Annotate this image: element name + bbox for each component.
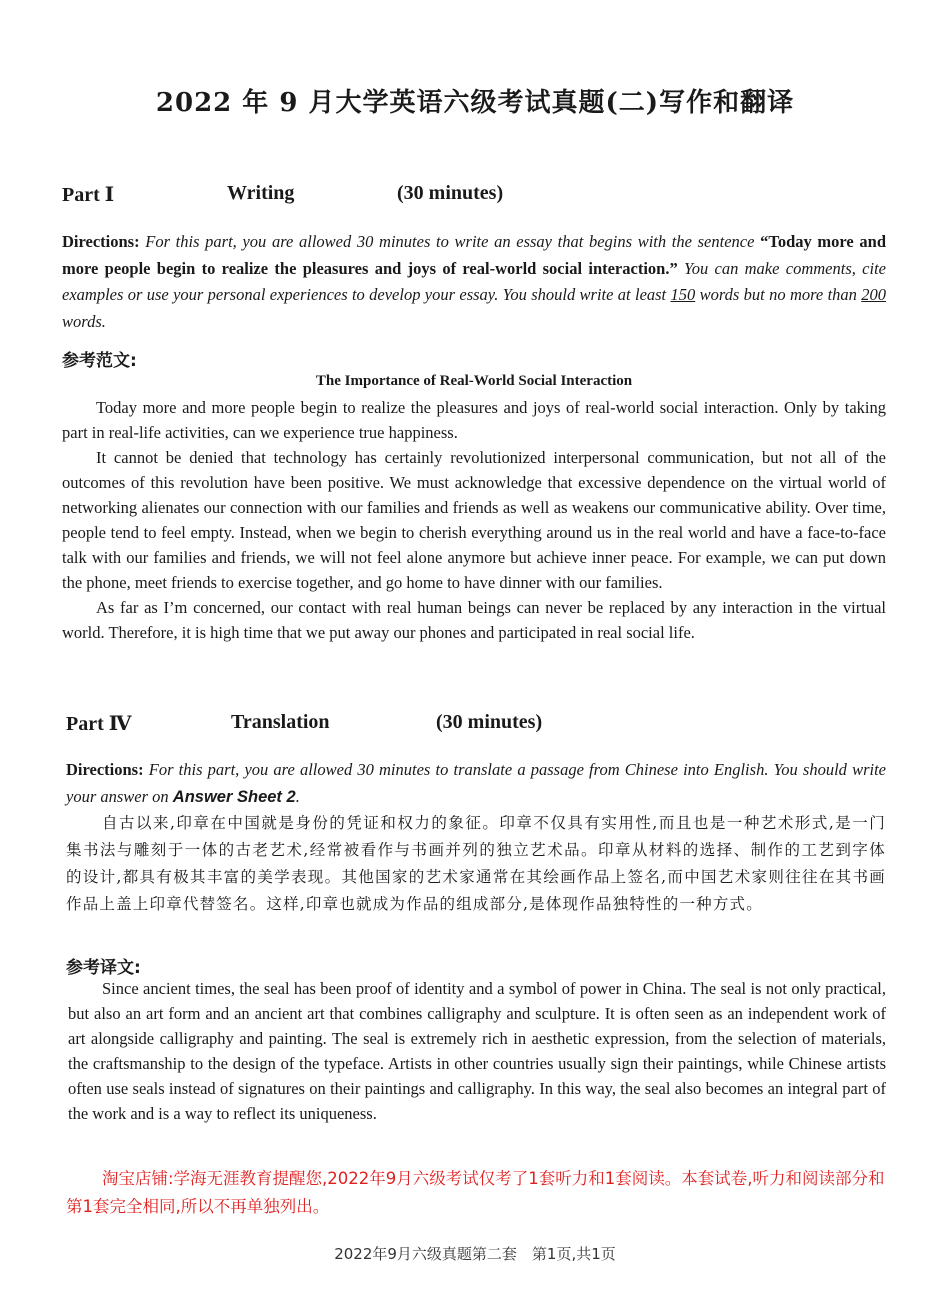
directions-quote: “Today more and more people begin to realize the pleasures and joys of real-world social interaction.” [62,232,887,278]
page-footer: 2022年9月六级真题第二套 第1页,共1页 [334,1245,616,1263]
directions-text-b: You can make comments, cite examples or use your personal experiences to develop your essay. You should write at least [62,258,886,304]
directions-text-b: . [295,786,300,806]
part1-time: (30 minutes) [397,182,504,204]
part4-number: Part Ⅳ [66,713,132,735]
part4-directions [66,757,886,810]
part1-directions [62,229,886,335]
directions-text-a: For this part, you are allowed 30 minutes to translate a passage from Chinese into English. You should write your answer on [66,760,886,806]
part4-time: (30 minutes) [436,711,543,733]
directions-text-d: words. [62,311,106,331]
translation-label: 参考译文: [66,958,141,978]
part4-name: Translation [231,711,330,733]
directions-label: Directions: [62,232,140,251]
chinese-passage-text: 自古以来,印章在中国就是身份的凭证和权力的象征。印章不仅具有实用性,而且也是一种艺术形式,是一门集书法与雕刻于一体的古老艺术,经常被看作与书画并列的独立艺术品。印章从材料的选择、制作的工艺到字体的设计,都具有极其丰富的美学表现。其他国家的艺术家通常在其绘画作品上签名,而中国艺术家则往往在其书画作品上盖上印章代替签名。这样,印章也就成为作品的组成部分,是体现作品独特性的一种方式。 [66,814,886,913]
essay-title: The Importance of Real-World Social Interaction [315,373,633,389]
page-title: 2022 年 9 月大学英语六级考试真题(二)写作和翻译 [155,88,795,118]
reference-translation [68,976,886,1126]
translation-text: Since ancient times, the seal has been proof of identity and a symbol of power in China. The seal is not only practical, but also an art form and an ancient art that combines calligraphy and sculpture. It is often seen as an independent work of art alongside calligraphy and painting. The seal is extremely rich in aesthetic expression, from the selection of materials, the craftsmanship to the design of the typeface. Artists in other countries usually sign their paintings, while Chinese artists often use seals instead of signatures on their paintings and calligraphy. In this way, the seal also becomes an integral part of the work and is a way to reflect its uniqueness. [68,979,886,1123]
shop-notice [66,1165,894,1221]
directions-text-a: For this part, you are allowed 30 minutes to write an essay that begins with the sentence [145,232,761,251]
sample-essay [62,395,886,645]
part1-number: Part Ⅰ [62,184,115,206]
sample-essay-label: 参考范文: [62,351,137,371]
directions-label: Directions: [66,760,144,779]
essay-paragraph: As far as I’m concerned, our contact with real human beings can never be replaced by any interaction in the virtual world. Therefore, it is high time that we put away our phones and participated in real social life. [62,598,886,642]
essay-paragraph: Today more and more people begin to realize the pleasures and joys of real-world social interaction. Only by taking part in real-life activities, can we experience true happiness. [62,398,886,442]
chinese-passage [66,810,886,918]
max-words: 200 [861,285,887,304]
min-words: 150 [670,285,696,304]
part1-name: Writing [227,182,295,204]
answer-sheet: Answer Sheet 2 [172,787,296,806]
notice-text: 淘宝店铺:学海无涯教育提醒您,2022年9月六级考试仅考了1套听力和1套阅读。本套试卷,听力和阅读部分和第1套完全相同,所以不再单独列出。 [66,1169,885,1216]
directions-text-c: words but no more than [695,285,862,304]
essay-paragraph: It cannot be denied that technology has certainly revolutionized interpersonal communication, but not all of the outcomes of this revolution have been positive. We must acknowledge that excessive dependence on the virtual world of networking alienates our connection with our families and friends as well as weakens our communicative ability. Over time, people tend to feel empty. Instead, when we begin to cherish everything around us in the real world and have a face-to-face talk with our families and friends, we will not feel alone anymore but achieve inner peace. For example, we can put down the phone, meet friends to exercise together, and go home to have dinner with our families. [62,448,886,592]
